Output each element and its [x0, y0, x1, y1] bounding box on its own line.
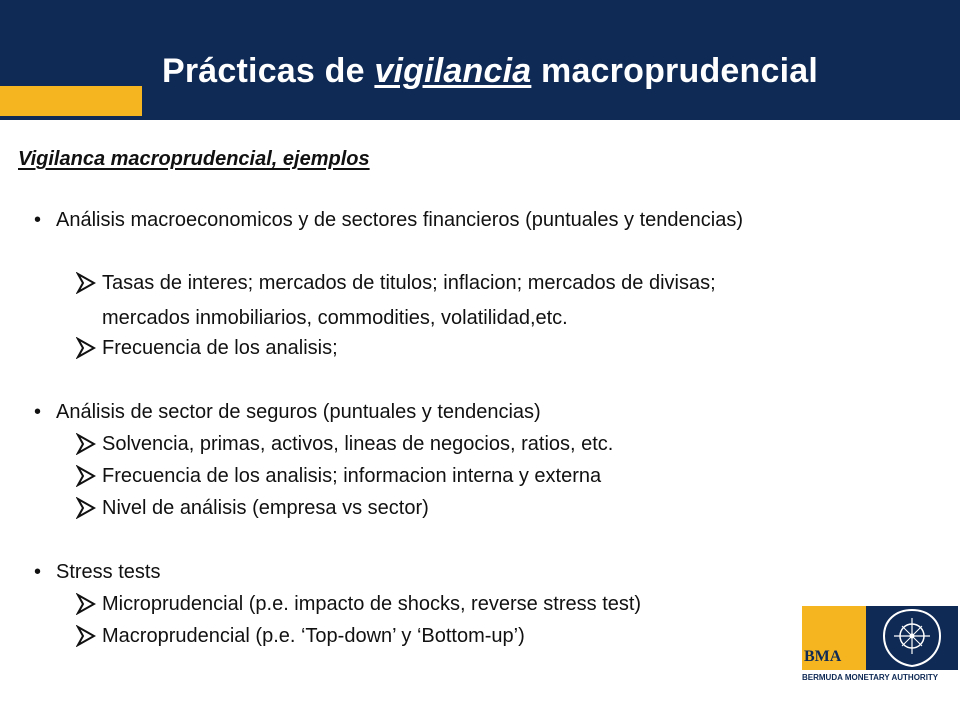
bullet-text: Análisis macroeconomicos y de sectores financieros (puntuales y tendencias) [56, 209, 744, 231]
sub-item-text: Frecuencia de los analisis; [102, 337, 338, 359]
title-suffix: macroprudencial [531, 52, 818, 90]
logo-caption: BERMUDA MONETARY AUTHORITY [802, 673, 939, 682]
sub-item-text: Frecuencia de los analisis; informacion interna y externa [102, 465, 602, 487]
arrow-bullet-icon [76, 337, 96, 359]
logo-abbr: BMA [804, 648, 842, 665]
sub-item-text: Solvencia, primas, activos, lineas de negocios, ratios, etc. [102, 433, 614, 455]
bullet-dot: • [34, 561, 42, 583]
bullet-text: Análisis de sector de seguros (puntuales y tendencias) [56, 401, 541, 423]
arrow-bullet-icon [76, 497, 96, 519]
section-title: Vigilanca macroprudencial, ejemplos [18, 148, 370, 170]
logo-navy-block [866, 606, 958, 670]
logo-gold-block [802, 606, 866, 670]
bullet-text: Stress tests [56, 561, 161, 583]
sub-item-text: Tasas de interes; mercados de titulos; inflacion; mercados de divisas; [102, 272, 716, 294]
arrow-bullet-icon [76, 593, 96, 615]
sub-item-text: Macroprudencial (p.e. ‘Top-down’ y ‘Bottom-up’) [102, 625, 525, 647]
title-emphasis: vigilancia [374, 52, 532, 90]
arrow-bullet-icon [76, 433, 96, 455]
compass-emblem-icon [866, 606, 958, 670]
bullet-dot: • [34, 209, 42, 231]
arrow-bullet-icon [76, 272, 96, 294]
sub-item-text: Microprudencial (p.e. impacto de shocks, reverse stress test) [102, 593, 642, 615]
bma-logo [802, 606, 958, 688]
arrow-bullet-icon [76, 625, 96, 647]
arrow-bullet-icon [76, 465, 96, 487]
header-accent-bar [0, 86, 142, 116]
sub-item-text: Nivel de análisis (empresa vs sector) [102, 497, 429, 519]
title-prefix: Prácticas de [162, 52, 375, 90]
bullet-dot: • [34, 401, 42, 423]
page-title [162, 52, 818, 91]
sub-item-text: mercados inmobiliarios, commodities, volatilidad,etc. [102, 307, 568, 329]
